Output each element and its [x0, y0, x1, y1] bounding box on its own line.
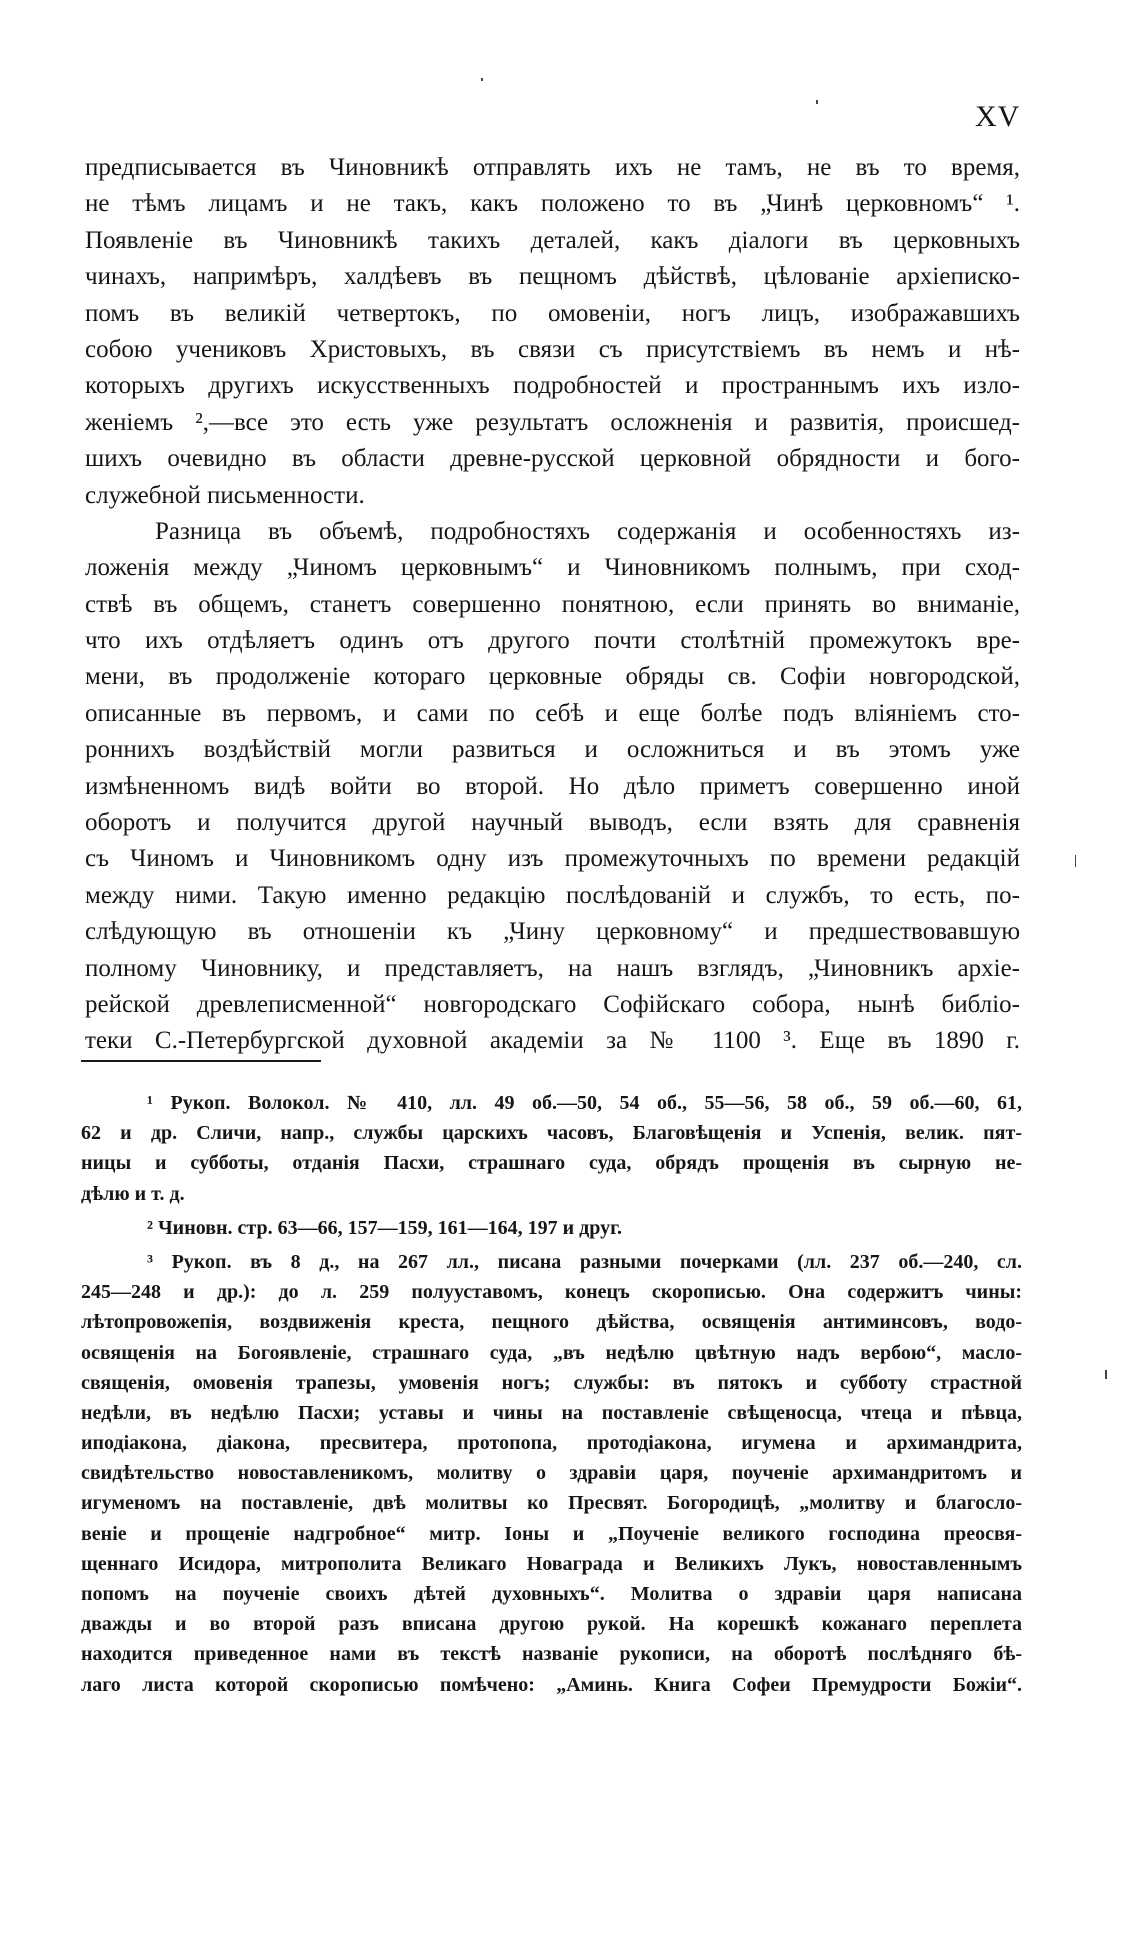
- text-line: между ними. Такую именно редакцію послѣдованій и службъ, то есть, по-: [85, 881, 1020, 909]
- text-line: чинахъ, напримѣръ, халдѣевъ въ пещномъ дѣйствѣ, цѣлованіе архіеписко-: [85, 263, 1020, 291]
- paragraph-2: [85, 514, 1020, 1060]
- text-line: что ихъ отдѣляетъ одинъ отъ другого почти столѣтній промежутокъ вре-: [85, 627, 1020, 655]
- scan-speck: [1105, 1370, 1107, 1379]
- footnote-line: ¹ Рукоп. Волокол. № 410, лл. 49 об.—50, 54 об., 55—56, 58 об., 59 об.—60, 61,: [147, 1092, 1022, 1114]
- footnote-line: веніе и прощеніе надгробное“ митр. Іоны и „Поученіе великого господина преосвя-: [81, 1522, 1022, 1545]
- text-line: служебной письменности.: [85, 481, 365, 509]
- scan-speck: [816, 100, 818, 104]
- page-number: XV: [975, 100, 1021, 133]
- footnote-line: иподіакона, діакона, пресвитера, протопопа, протодіакона, игумена и архимандрита,: [81, 1432, 1022, 1455]
- footnote-line: находится приведенное нами въ текстѣ названіе рукописи, на оборотѣ послѣдняго бѣ-: [81, 1643, 1022, 1666]
- text-line: предписывается въ Чиновникѣ отправлять ихъ не тамъ, не въ то время,: [85, 154, 1020, 181]
- text-line: женіемъ ²,—все это есть уже результатъ осложненія и развитія, происшед-: [85, 408, 1020, 436]
- footnote-3: [81, 1247, 1022, 1700]
- footnote-line: священія, омовенія трапезы, умовенія ногъ; службы: въ пятокъ и субботу страстной: [81, 1371, 1022, 1394]
- footnote-line: дважды и во второй разъ вписана другою рукой. На корешкѣ кожанаго переплета: [81, 1613, 1022, 1636]
- text-line: которыхъ другихъ искусственныхъ подробностей и пространнымъ ихъ изло-: [85, 372, 1020, 400]
- text-line: собою учениковъ Христовыхъ, въ связи съ присутствіемъ въ немъ и нѣ-: [85, 335, 1020, 363]
- text-line: оборотъ и получится другой научный выводъ, если взять для сравненія: [85, 809, 1020, 837]
- text-line: роннихъ воздѣйствій могли развиться и осложниться и въ этомъ уже: [85, 736, 1020, 764]
- text-line: шихъ очевидно въ области древне-русской церковной обрядности и бого-: [85, 445, 1020, 473]
- footnote-line: 245—248 и др.): до л. 259 полууставомъ, конецъ скорописью. Она содержитъ чины:: [81, 1281, 1022, 1304]
- text-line: теки С.-Петербургской духовной академіи за № 1100 ³. Еще въ 1890 г.: [85, 1027, 1020, 1055]
- text-line: измѣненномъ видѣ войти во второй. Но дѣло приметъ совершенно иной: [85, 772, 1020, 800]
- footnote-line: дѣлю и т. д.: [81, 1182, 185, 1205]
- text-line: описанные въ первомъ, и сами по себѣ и еще болѣе подъ вліяніемъ сто-: [85, 699, 1020, 727]
- footnotes: [81, 1088, 1022, 1700]
- text-line: помъ въ великій четвертокъ, по омовеніи, ногъ лицъ, изображавшихъ: [85, 299, 1020, 327]
- footnote-2: [81, 1213, 1022, 1243]
- text-line: рейской древлеписменной“ новгородскаго Софійскаго собора, нынѣ библіо-: [85, 990, 1020, 1018]
- text-line: Разница въ объемѣ, подробностяхъ содержанія и особенностяхъ из-: [155, 517, 1020, 545]
- footnote-line: лаго листа которой скорописью помѣчено: „Аминь. Книга Софеи Премудрости Божіи“.: [81, 1673, 1022, 1696]
- paragraph-1: [85, 150, 1020, 514]
- footnote-line: ницы и субботы, отданія Пасхи, страшнаго суда, обрядъ прощенія въ сырную не-: [81, 1152, 1022, 1175]
- footnote-line: ³ Рукоп. въ 8 д., на 267 лл., писана разными почерками (лл. 237 об.—240, сл.: [147, 1250, 1022, 1273]
- text-line: ложенія между „Чиномъ церковнымъ“ и Чиновникомъ полнымъ, при сход-: [85, 554, 1020, 582]
- footnote-line: недѣли, въ недѣлю Пасхи; уставы и чины на поставленіе свѣщеносца, чтеца и пѣвца,: [81, 1401, 1022, 1424]
- text-line: не тѣмъ лицамъ и не такъ, какъ положено то въ „Чинѣ церковномъ“ ¹.: [85, 190, 1020, 218]
- footnote-1: [81, 1088, 1022, 1209]
- footnote-line: попомъ на поученіе своихъ дѣтей духовныхъ“. Молитва о здравіи царя написана: [81, 1583, 1022, 1605]
- footnote-line: щеннаго Исидора, митрополита Великаго Новаграда и Великихъ Лукъ, новоставленнымъ: [81, 1552, 1022, 1575]
- footnote-line: игуменомъ на поставленіе, двѣ молитвы ко Пресвят. Богородицѣ, „молитву и благосло-: [81, 1492, 1022, 1515]
- footnote-line: лѣтопровожепія, воздвиженія креста, пещного дѣйства, освященія антиминсовъ, водо-: [81, 1311, 1022, 1334]
- text-line: мени, въ продолженіе котораго церковные обряды св. Софіи новгородской,: [85, 663, 1020, 691]
- text-line: ствѣ въ общемъ, станетъ совершенно понятною, если принять во вниманіе,: [85, 590, 1020, 618]
- footnote-separator-rule: [81, 1060, 321, 1062]
- footnote-line: освященія на Богоявленіе, страшнаго суда, „въ недѣлю цвѣтную надъ вербою“, масло-: [81, 1341, 1022, 1364]
- text-line: слѣдующую въ отношеніи къ „Чину церковному“ и предшествовавшую: [85, 918, 1020, 946]
- footnote-line: свидѣтельство новоставленикомъ, молитву о здравіи царя, поученіе архимандритомъ и: [81, 1462, 1022, 1485]
- footnote-line: 62 и др. Сличи, напр., службы царскихъ часовъ, Благовѣщенія и Успенія, велик. пят-: [81, 1122, 1022, 1145]
- text-line: съ Чиномъ и Чиновникомъ одну изъ промежуточныхъ по времени редакцій: [85, 845, 1020, 873]
- footnote-line: ² Чиновн. стр. 63—66, 157—159, 161—164, 197 и друг.: [147, 1216, 622, 1239]
- scan-speck: [1075, 855, 1076, 867]
- main-text-body: [85, 150, 1020, 1060]
- text-line: Появленіе въ Чиновникѣ такихъ деталей, какъ діалоги въ церковныхъ: [85, 226, 1020, 254]
- text-line: полному Чиновнику, и представляетъ, на нашъ взглядъ, „Чиновникъ архіе-: [85, 954, 1020, 982]
- scan-speck: [481, 78, 483, 81]
